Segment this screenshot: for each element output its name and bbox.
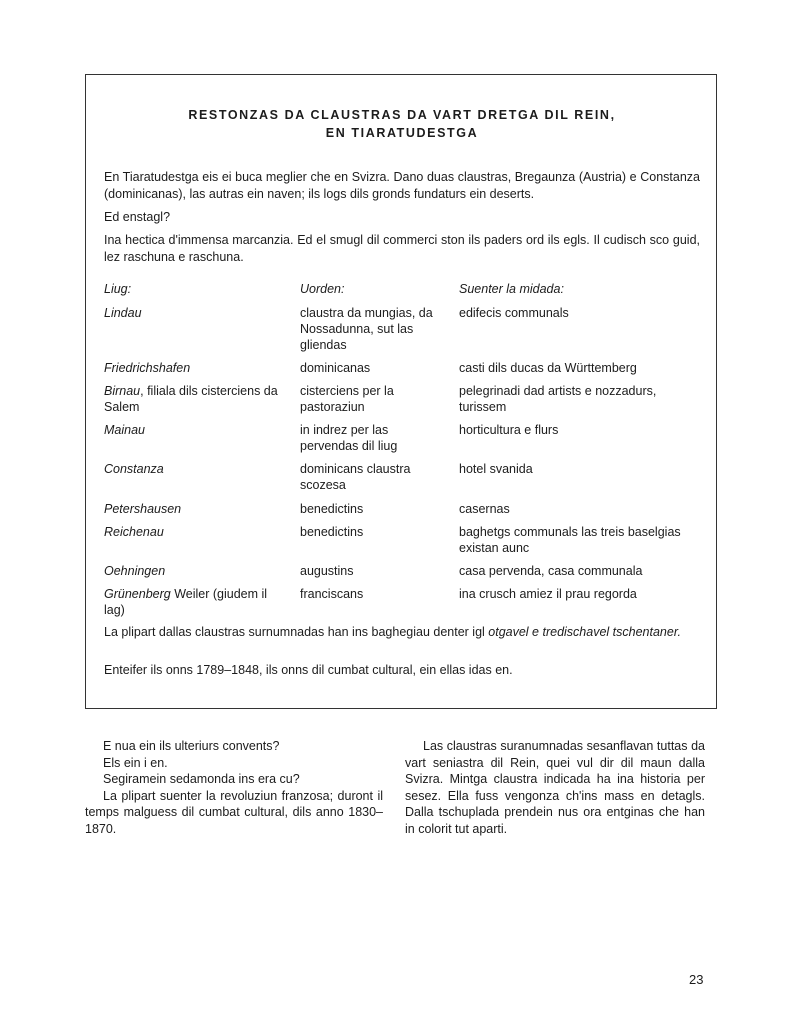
row-place: Lindau bbox=[104, 306, 142, 320]
row-place bbox=[104, 586, 284, 618]
row-place: Constanza bbox=[104, 462, 164, 476]
closing-text: La plipart dallas claustras surnumnadas han ins baghegiau denter igl bbox=[104, 625, 489, 639]
row-after: casernas bbox=[459, 502, 510, 516]
row-order: dominicans claustra scozesa bbox=[300, 462, 411, 492]
row-after: edifecis communals bbox=[459, 306, 569, 320]
box-title-line2: EN TIARATUDESTGA bbox=[325, 126, 479, 140]
row-place: Oehningen bbox=[104, 564, 166, 578]
row-place: Reichenau bbox=[104, 525, 164, 539]
row-order: augustins bbox=[300, 564, 354, 578]
closing-paragraph-1 bbox=[104, 624, 700, 641]
header-place: Liug: bbox=[104, 282, 132, 296]
closing-paragraph-2: Enteifer ils onns 1789–1848, ils onns dil cumbat cultural, ein ellas idas en. bbox=[104, 663, 513, 677]
row-order: benedictins bbox=[300, 502, 364, 516]
info-box bbox=[85, 74, 717, 709]
row-after: horticultura e flurs bbox=[459, 423, 559, 437]
row-order: in indrez per las pervendas dil liug bbox=[300, 423, 398, 453]
box-title-line1: RESTONZAS DA CLAUSTRAS DA VART DRETGA DIL REIN, bbox=[188, 108, 616, 122]
answer-paragraph: Ina hectica d'immensa marcanzia. Ed el smugl dil commerci ston ils paders ord ils egls. Il cudisch sco guid, lez raschuna e raschuna. bbox=[104, 233, 700, 264]
row-after: pelegrinadi dad artists e nozzadurs, turissem bbox=[459, 384, 657, 414]
row-after: hotel svanida bbox=[459, 462, 533, 476]
left-paragraph: La plipart suenter la revoluziun franzosa; duront il temps malguess dil cumbat cultural, dils anno 1830–1870. bbox=[85, 788, 383, 836]
row-place: Friedrichshafen bbox=[104, 361, 191, 375]
row-order: benedictins bbox=[300, 525, 364, 539]
left-line: Els ein i en. bbox=[103, 755, 168, 770]
row-order: franciscans bbox=[300, 587, 364, 601]
row-after: casa pervenda, casa communala bbox=[459, 564, 643, 578]
row-after: ina crusch amiez il prau regorda bbox=[459, 587, 637, 601]
row-order: claustra da mungias, da Nossadunna, sut las gliendas bbox=[300, 306, 433, 352]
intro-paragraph: En Tiaratudestga eis ei buca meglier che en Svizra. Dano duas claustras, Bregaunza (Austria) e Constanza (dominicanas), las autras ein naven; ils logs dils gronds fundaturs ein deserts. bbox=[104, 170, 700, 201]
row-order: dominicanas bbox=[300, 361, 371, 375]
row-after: baghetgs communals las treis baselgias existan aunc bbox=[459, 525, 681, 555]
row-place bbox=[104, 383, 284, 415]
left-line: Segiramein sedamonda ins era cu? bbox=[103, 772, 300, 786]
row-place: Mainau bbox=[104, 423, 145, 437]
left-line: E nua ein ils ulteriurs convents? bbox=[103, 739, 280, 753]
closing-italic: otgavel e tredischavel tschentaner. bbox=[488, 625, 681, 639]
header-order: Uorden: bbox=[300, 282, 345, 296]
row-place: Petershausen bbox=[104, 502, 182, 516]
row-place-rest: Weiler (giudem il lag) bbox=[104, 587, 268, 617]
row-after: casti dils ducas da Württemberg bbox=[459, 361, 637, 375]
row-place-name: Grünenberg bbox=[104, 587, 171, 601]
left-column bbox=[85, 738, 383, 837]
question-paragraph: Ed enstagl? bbox=[104, 210, 171, 224]
header-after: Suenter la midada: bbox=[459, 282, 564, 296]
right-column bbox=[405, 738, 705, 837]
row-place-name: Birnau bbox=[104, 384, 141, 398]
row-order: cisterciens per la pastoraziun bbox=[300, 384, 394, 414]
right-paragraph: Las claustras suranumnadas sesanflavan tuttas da vart seniastra dil Rein, quei vul dir dil maun dalla Svizra. Mintga claustra indicada ha ina historia per sesez. Ella fuss vengonza ch'ins mass en detagls. Dalla tschuplada prendein nus ora entginas che han in colorit tut aparti. bbox=[405, 739, 705, 836]
row-place-rest: , filiala dils cisterciens da Salem bbox=[104, 384, 278, 414]
page-number: 23 bbox=[689, 972, 704, 987]
